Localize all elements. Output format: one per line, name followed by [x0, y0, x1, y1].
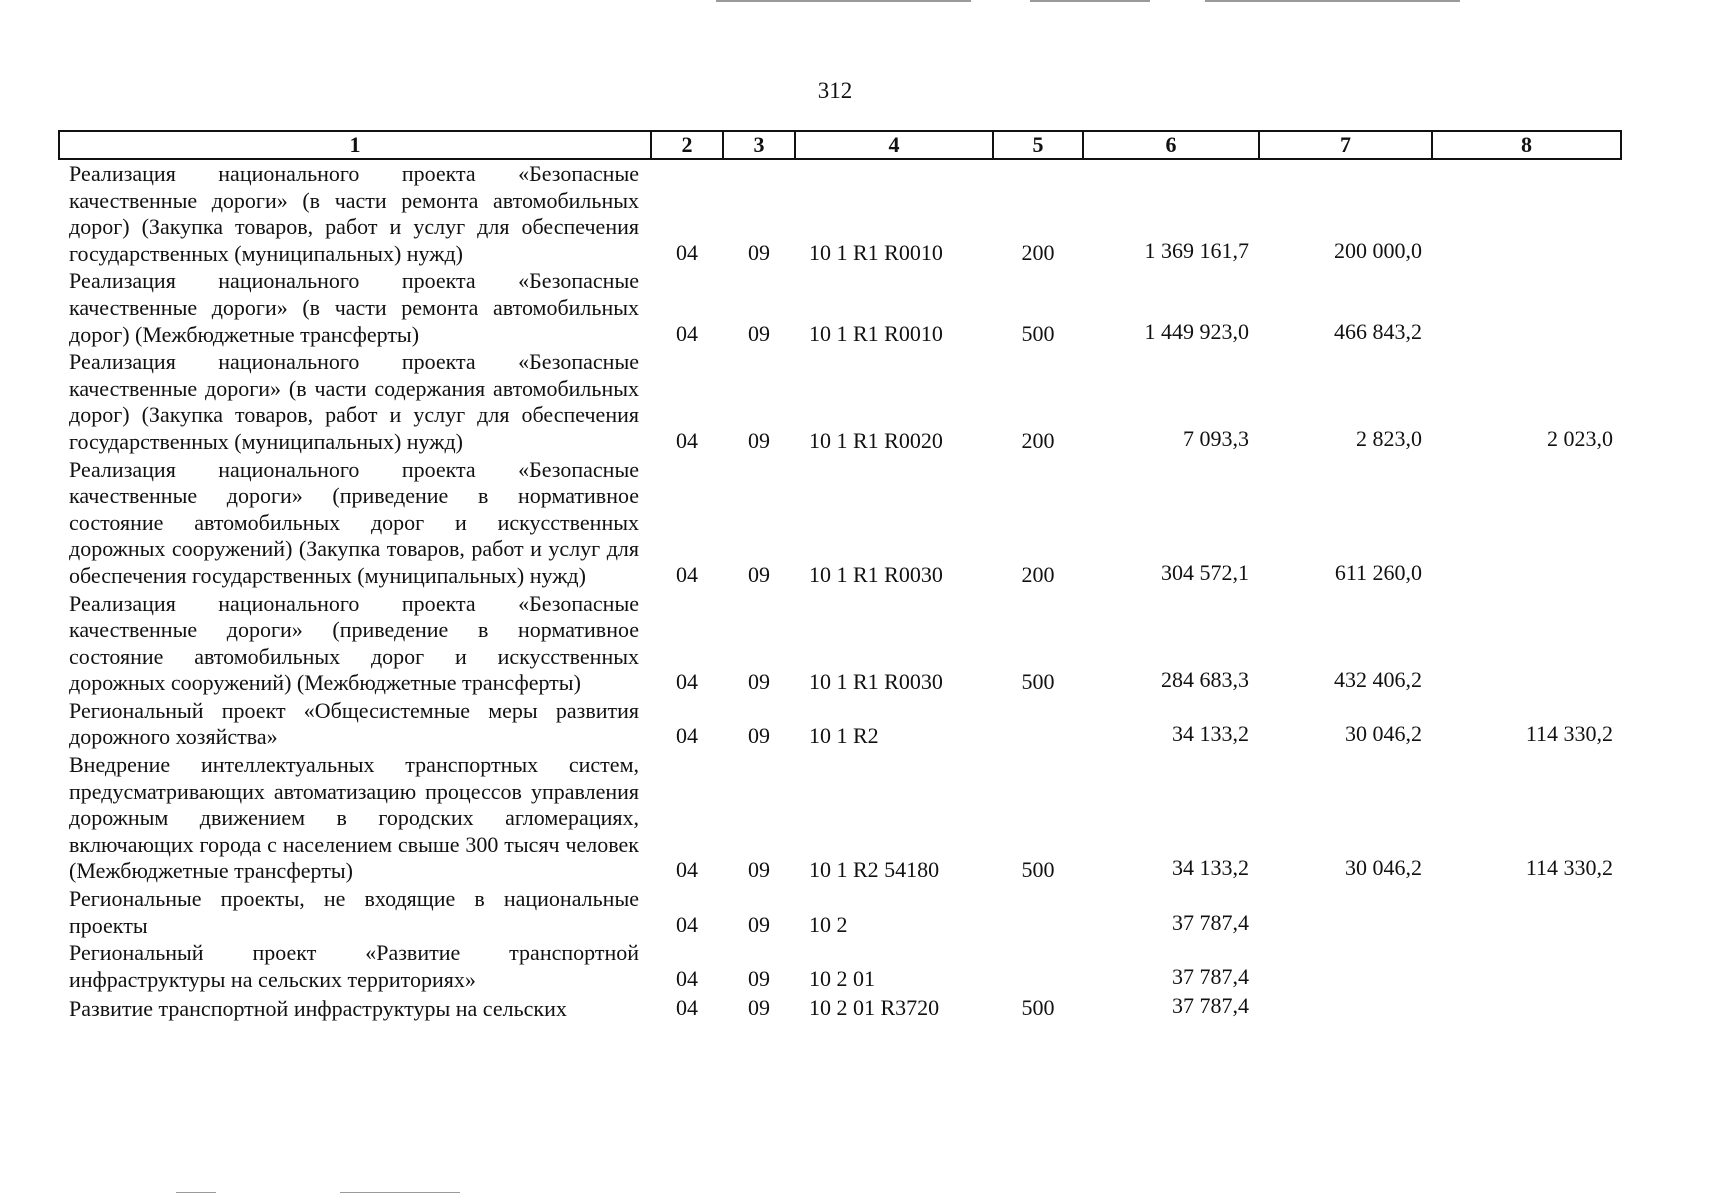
column-header-4: 4 [795, 131, 993, 159]
target-article-code: 10 1 R1 R0030 [809, 561, 943, 587]
amount-col7: 466 843,2 [1334, 318, 1422, 344]
expense-type-code: 500 [1021, 857, 1055, 883]
scan-artifact-line [340, 1192, 460, 1193]
amount-col6: 37 787,4 [1172, 993, 1249, 1019]
expense-type-code: 200 [1021, 239, 1055, 265]
amount-col8 [1432, 590, 1621, 697]
section-code: 04 [676, 561, 698, 587]
amount-col8 [1432, 885, 1621, 939]
amount-col7 [1259, 939, 1432, 993]
target-article-code: 10 1 R1 R0030 [809, 669, 943, 695]
table-row [59, 267, 1621, 348]
amount-col8 [1432, 939, 1621, 993]
expense-type-code [993, 939, 1083, 993]
table-row [59, 456, 1621, 590]
subsection-code: 09 [748, 723, 770, 749]
subsection-code: 09 [748, 669, 770, 695]
section-code: 04 [676, 723, 698, 749]
table-row [59, 697, 1621, 751]
amount-col6: 284 683,3 [1161, 667, 1249, 693]
expense-type-code: 200 [1021, 427, 1055, 453]
column-header-1: 1 [59, 131, 651, 159]
table-row [59, 159, 1621, 267]
amount-col8: 2 023,0 [1547, 425, 1613, 451]
scan-artifact-line [1205, 0, 1460, 2]
amount-col7: 432 406,2 [1334, 667, 1422, 693]
subsection-code: 09 [748, 857, 770, 883]
column-header-2: 2 [651, 131, 723, 159]
subsection-code: 09 [748, 911, 770, 937]
target-article-code: 10 1 R1 R0010 [809, 320, 943, 346]
amount-col8 [1432, 159, 1621, 267]
target-article-code: 10 1 R2 54180 [809, 857, 940, 883]
amount-col6: 34 133,2 [1172, 721, 1249, 747]
amount-col6: 37 787,4 [1172, 963, 1249, 989]
section-code: 04 [676, 239, 698, 265]
target-article-code: 10 1 R1 R0010 [809, 239, 943, 265]
subsection-code: 09 [748, 965, 770, 991]
table-row [59, 939, 1621, 993]
amount-col6: 1 449 923,0 [1144, 318, 1249, 344]
expense-type-code: 500 [1021, 995, 1055, 1021]
target-article-code: 10 2 01 R3720 [809, 995, 940, 1021]
section-code: 04 [676, 669, 698, 695]
amount-col8 [1432, 993, 1621, 1023]
amount-col7: 30 046,2 [1345, 855, 1422, 881]
subsection-code: 09 [748, 995, 770, 1021]
column-header-6: 6 [1083, 131, 1259, 159]
section-code: 04 [676, 857, 698, 883]
column-header-3: 3 [723, 131, 795, 159]
amount-col7 [1259, 993, 1432, 1023]
amount-col8: 114 330,2 [1525, 855, 1613, 881]
section-code: 04 [676, 911, 698, 937]
scan-artifact-line [716, 0, 971, 2]
expense-name: Региональный проект «Развитие транспортной инфраструктуры на сельских территориях» [69, 940, 639, 992]
table-row [59, 590, 1621, 697]
scan-artifact-line [176, 1192, 216, 1193]
expense-name: Внедрение интеллектуальных транспортных систем, предусматривающих автоматизацию процессов управления дорожным движением в городских агломерациях, включающих города с населением свыше 300 тысяч человек (Межбюджетные трансферты) [69, 752, 639, 884]
budget-table [58, 130, 1622, 1023]
amount-col8: 114 330,2 [1525, 721, 1613, 747]
amount-col8 [1432, 267, 1621, 348]
amount-col6: 304 572,1 [1161, 559, 1249, 585]
target-article-code: 10 2 01 [809, 965, 875, 991]
section-code: 04 [676, 427, 698, 453]
table-row [59, 751, 1621, 885]
expense-type-code [993, 697, 1083, 751]
target-article-code: 10 1 R2 [809, 723, 879, 749]
table-row [59, 348, 1621, 455]
expense-name: Региональный проект «Общесистемные меры развития дорожного хозяйства» [69, 697, 639, 750]
expense-name: Реализация национального проекта «Безопасные качественные дороги» (приведение в нормативное состояние автомобильных дорог и искусственных дорожных сооружений) (Закупка товаров, работ и услуг для обеспечения государственных (муниципальных) нужд) [69, 456, 639, 588]
amount-col7: 30 046,2 [1345, 721, 1422, 747]
amount-col6: 37 787,4 [1172, 909, 1249, 935]
subsection-code: 09 [748, 427, 770, 453]
amount-col7: 200 000,0 [1334, 237, 1422, 263]
amount-col6: 34 133,2 [1172, 855, 1249, 881]
subsection-code: 09 [748, 320, 770, 346]
section-code: 04 [676, 320, 698, 346]
expense-name: Реализация национального проекта «Безопасные качественные дороги» (в части содержания автомобильных дорог) (Закупка товаров, работ и услуг для обеспечения государственных (муниципальных) нужд) [69, 349, 639, 454]
expense-name: Реализация национального проекта «Безопасные качественные дороги» (в части ремонта автомобильных дорог) (Закупка товаров, работ и услуг для обеспечения государственных (муниципальных) нужд) [69, 161, 639, 266]
expense-type-code: 500 [1021, 320, 1055, 346]
expense-name: Реализация национального проекта «Безопасные качественные дороги» (в части ремонта автомобильных дорог) (Межбюджетные трансферты) [69, 268, 639, 347]
amount-col7: 611 260,0 [1334, 559, 1422, 585]
amount-col7: 2 823,0 [1356, 425, 1422, 451]
expense-type-code: 200 [1021, 561, 1055, 587]
expense-name: Реализация национального проекта «Безопасные качественные дороги» (приведение в нормативное состояние автомобильных дорог и искусственных дорожных сооружений) (Межбюджетные трансферты) [69, 590, 639, 696]
section-code: 04 [676, 965, 698, 991]
column-header-8: 8 [1432, 131, 1621, 159]
table-row [59, 885, 1621, 939]
expense-type-code [993, 885, 1083, 939]
expense-name: Региональные проекты, не входящие в национальные проекты [69, 886, 639, 938]
table-header-row [59, 131, 1621, 159]
amount-col7 [1259, 885, 1432, 939]
expense-type-code: 500 [1021, 669, 1055, 695]
amount-col6: 7 093,3 [1183, 425, 1249, 451]
page-number: 312 [817, 78, 853, 103]
expense-name: Развитие транспортной инфраструктуры на сельских [69, 996, 567, 1022]
scan-artifact-line [1030, 0, 1150, 2]
amount-col6: 1 369 161,7 [1144, 237, 1249, 263]
column-header-7: 7 [1259, 131, 1432, 159]
column-header-5: 5 [993, 131, 1083, 159]
section-code: 04 [676, 995, 698, 1021]
amount-col8 [1432, 456, 1621, 590]
subsection-code: 09 [748, 561, 770, 587]
table-row [59, 993, 1621, 1023]
target-article-code: 10 1 R1 R0020 [809, 427, 943, 453]
target-article-code: 10 2 [809, 911, 848, 937]
subsection-code: 09 [748, 239, 770, 265]
